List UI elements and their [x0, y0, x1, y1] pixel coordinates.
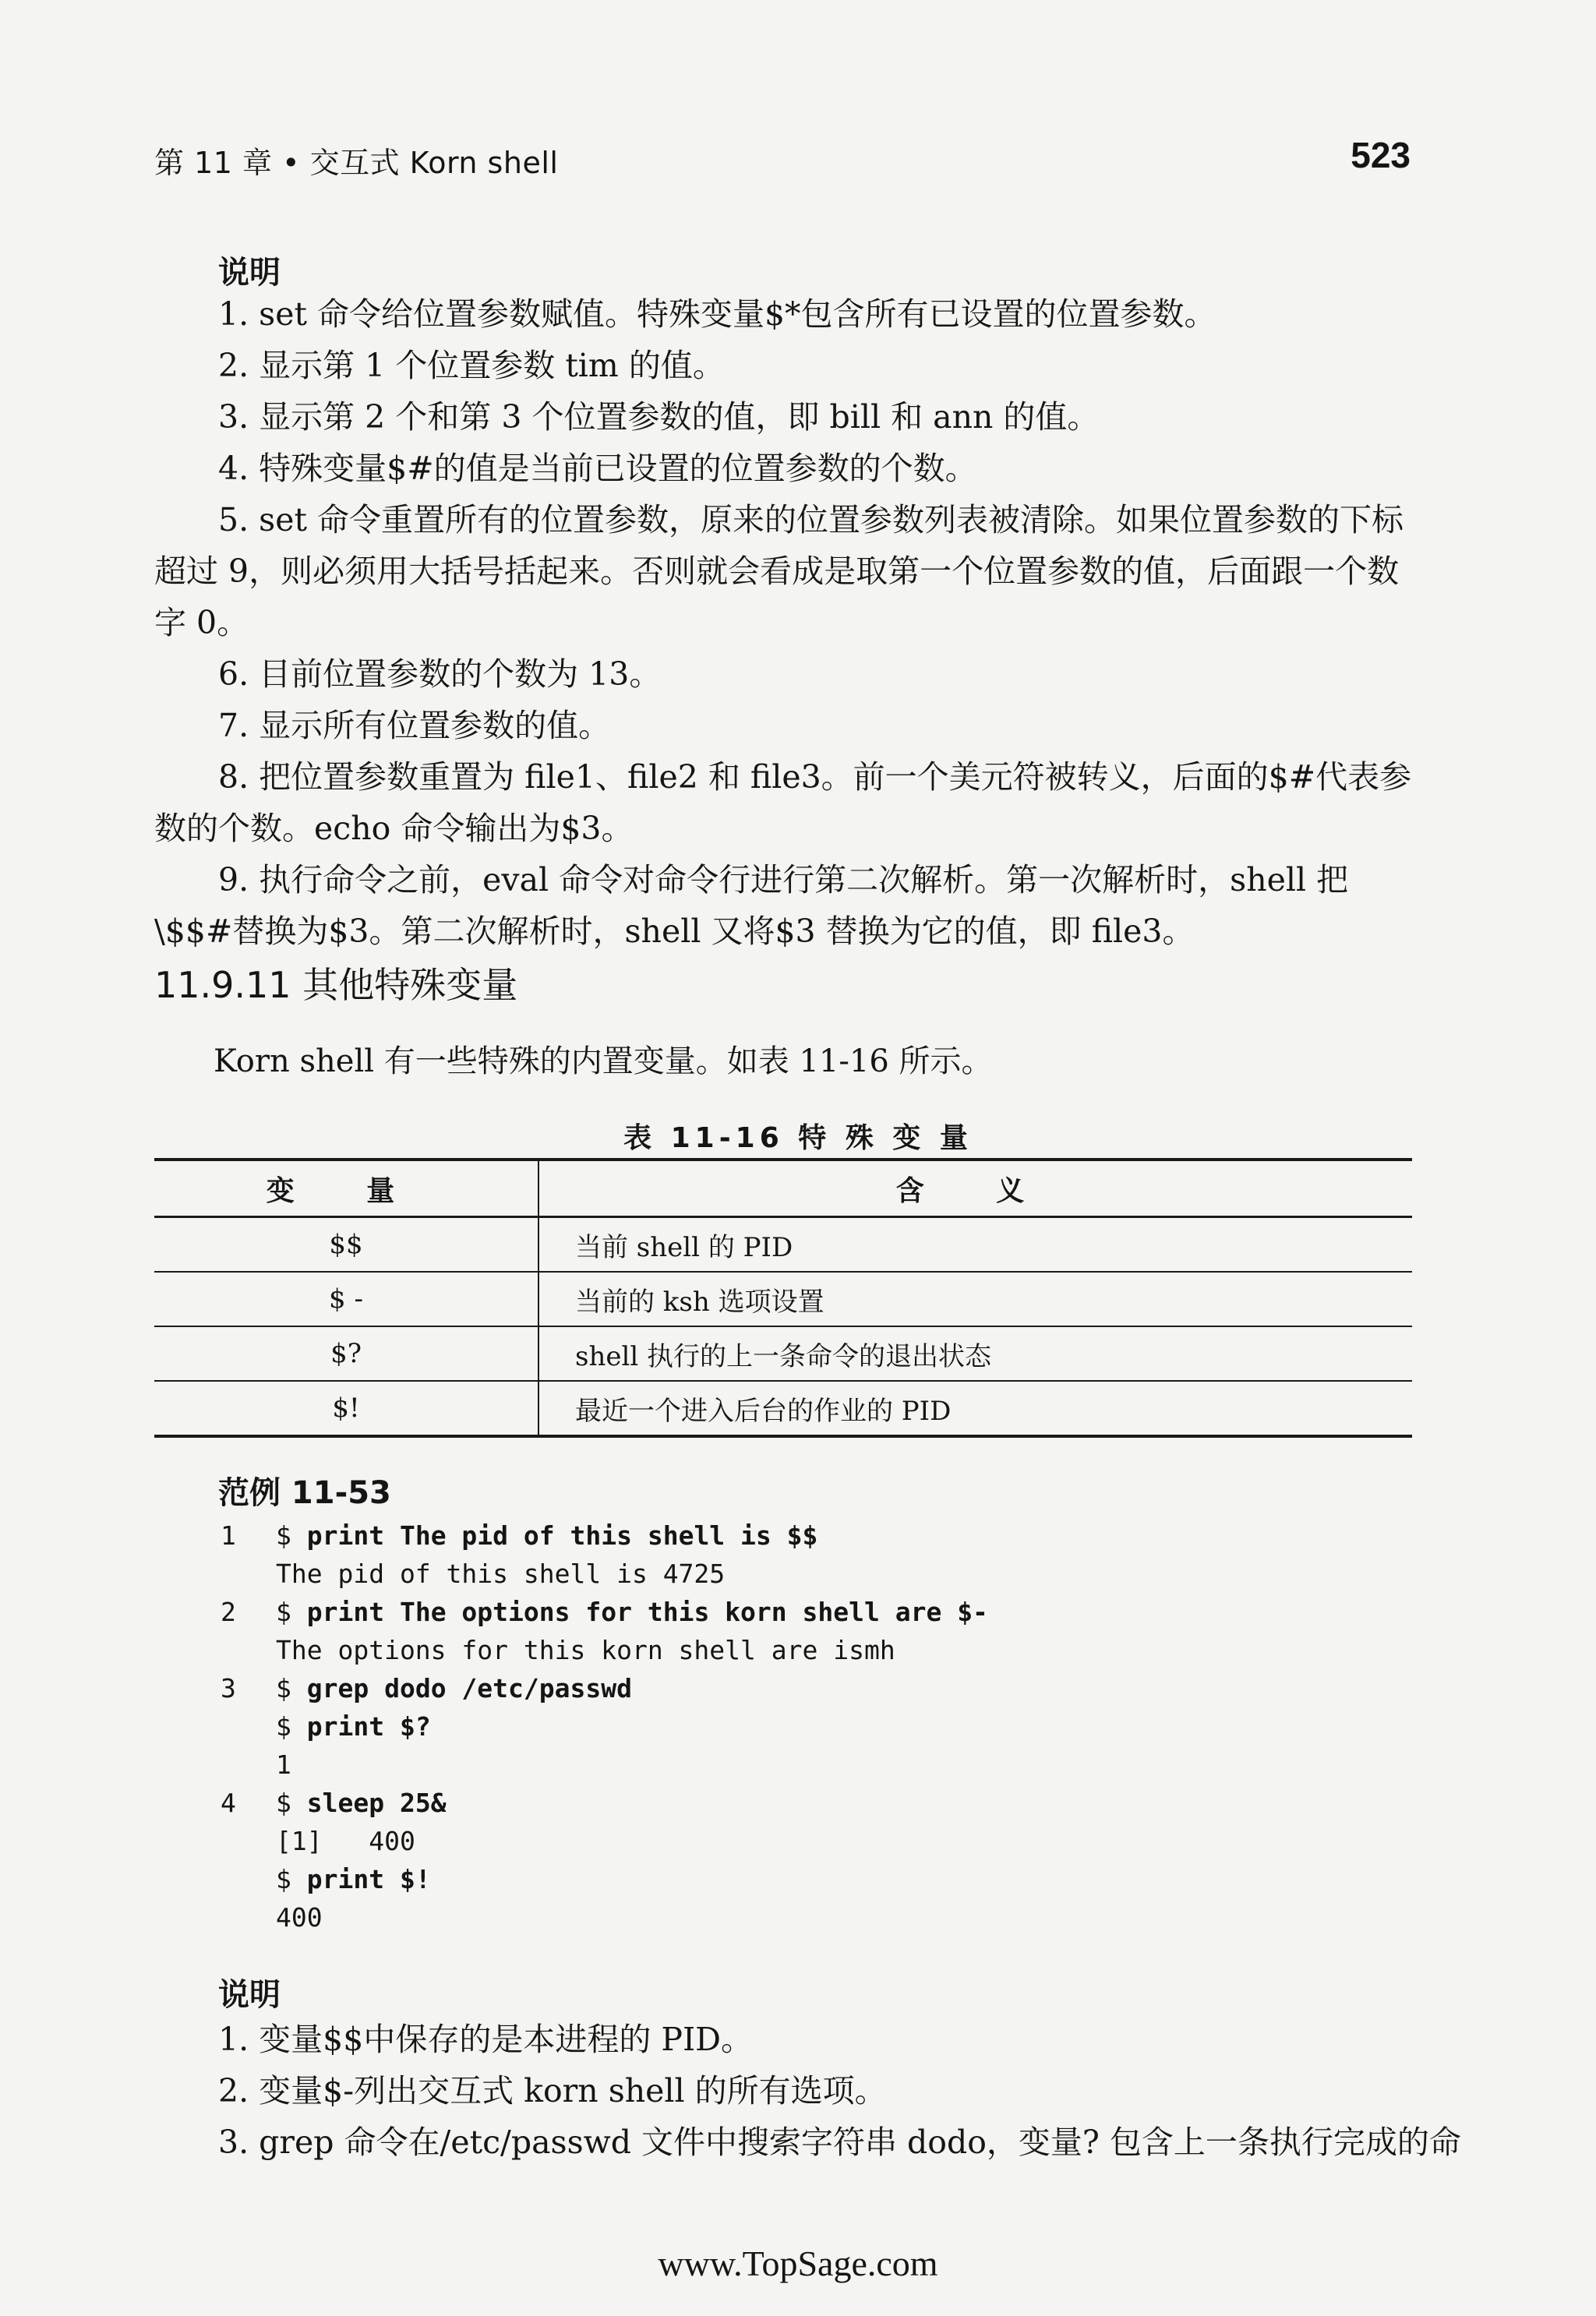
note-item-3: 3. grep 命令在/etc/passwd 文件中搜索字符串 dodo，变量? 包含上一条执行完成的命	[218, 2124, 1461, 2161]
code-command: sleep 25&	[306, 1788, 447, 1818]
code-command: print $?	[306, 1711, 431, 1742]
table-cell-meaning: 当前的 ksh 选项设置	[538, 1272, 1412, 1326]
code-prompt: $	[276, 1711, 307, 1742]
code-output: [1] 400	[276, 1826, 415, 1856]
running-header: 第 11 章 • 交互式 Korn shell	[154, 146, 559, 180]
code-line-number: 2	[221, 1597, 236, 1627]
note-item-3: 3. 显示第 2 个和第 3 个位置参数的值，即 bill 和 ann 的值。	[218, 398, 1100, 436]
code-prompt: $	[276, 1673, 307, 1703]
note-item-1: 1. 变量$$中保存的是本进程的 PID。	[218, 2021, 754, 2058]
table-row	[154, 1381, 1412, 1436]
footer-url: www.TopSage.com	[658, 2244, 938, 2283]
note-item-1: 1. set 命令给位置参数赋值。特殊变量$*包含所有已设置的位置参数。	[218, 295, 1216, 333]
table-header-meaning: 含 义	[538, 1160, 1412, 1217]
table-caption: 表 11-16 特 殊 变 量	[623, 1122, 973, 1154]
table-row	[154, 1326, 1412, 1381]
code-prompt: $	[276, 1788, 307, 1818]
table-cell-variable: $?	[154, 1326, 538, 1381]
note-item-6: 6. 目前位置参数的个数为 13。	[218, 655, 662, 693]
table-cell-variable: $ -	[154, 1272, 538, 1326]
table-header-variable: 变 量	[154, 1160, 538, 1217]
code-line-number: 3	[221, 1673, 236, 1703]
code-line	[276, 1860, 431, 1898]
code-command: print The pid of this shell is $$	[306, 1520, 818, 1551]
code-prompt: $	[276, 1597, 307, 1627]
special-variables-table	[154, 1158, 1412, 1438]
table-cell-meaning: shell 执行的上一条命令的退出状态	[538, 1326, 1412, 1381]
table-row	[154, 1272, 1412, 1326]
section-intro: Korn shell 有一些特殊的内置变量。如表 11-16 所示。	[214, 1043, 993, 1079]
code-command: grep dodo /etc/passwd	[306, 1673, 632, 1703]
table-cell-variable: $$	[154, 1217, 538, 1273]
code-line	[276, 1516, 817, 1555]
page-number: 523	[1351, 135, 1411, 175]
code-command: print $!	[306, 1864, 431, 1894]
note-item-9: 9. 执行命令之前，eval 命令对命令行进行第二次解析。第一次解析时，shell 把\$$#替换为$3。第二次解析时，shell 又将$3 替换为它的值，即 file3。	[154, 861, 1349, 950]
example-label: 范例 11-53	[218, 1475, 391, 1511]
notes-label: 说明	[218, 255, 281, 291]
note-item-2: 2. 变量$-列出交互式 korn shell 的所有选项。	[218, 2072, 887, 2109]
code-prompt: $	[276, 1864, 307, 1894]
table-cell-meaning: 最近一个进入后台的作业的 PID	[575, 1395, 952, 1427]
code-output: 1	[276, 1749, 291, 1780]
code-line	[276, 1707, 431, 1746]
note-item-8: 8. 把位置参数重置为 file1、file2 和 file3。前一个美元符被转义，后面的$#代表参数的个数。echo 命令输出为$3。	[154, 758, 1412, 847]
note-item-2: 2. 显示第 1 个位置参数 tim 的值。	[218, 347, 725, 384]
code-line	[276, 1669, 632, 1707]
notes-label: 说明	[218, 1977, 281, 2013]
code-output: 400	[276, 1902, 323, 1933]
note-item-4: 4. 特殊变量$#的值是当前已设置的位置参数的个数。	[218, 450, 977, 487]
table-header-row	[154, 1160, 1412, 1217]
note-item-7: 7. 显示所有位置参数的值。	[218, 707, 611, 744]
code-line-number: 1	[221, 1520, 236, 1551]
code-line	[276, 1593, 988, 1631]
table-row	[154, 1217, 1412, 1273]
code-line	[276, 1784, 447, 1822]
section-heading: 11.9.11 其他特殊变量	[154, 964, 518, 1006]
table-cell-meaning: 当前 shell 的 PID	[538, 1217, 1412, 1273]
code-prompt: $	[276, 1520, 307, 1551]
code-output: The options for this korn shell are ismh	[276, 1635, 895, 1665]
code-output: The pid of this shell is 4725	[276, 1559, 726, 1589]
note-item-5: 5. set 命令重置所有的位置参数，原来的位置参数列表被清除。如果位置参数的下标超过 9，则必须用大括号括起来。否则就会看成是取第一个位置参数的值，后面跟一个数字 0。	[154, 501, 1404, 641]
table-cell-variable: $!	[154, 1381, 538, 1436]
code-command: print The options for this korn shell are $-	[306, 1597, 988, 1627]
code-line-number: 4	[221, 1788, 236, 1818]
